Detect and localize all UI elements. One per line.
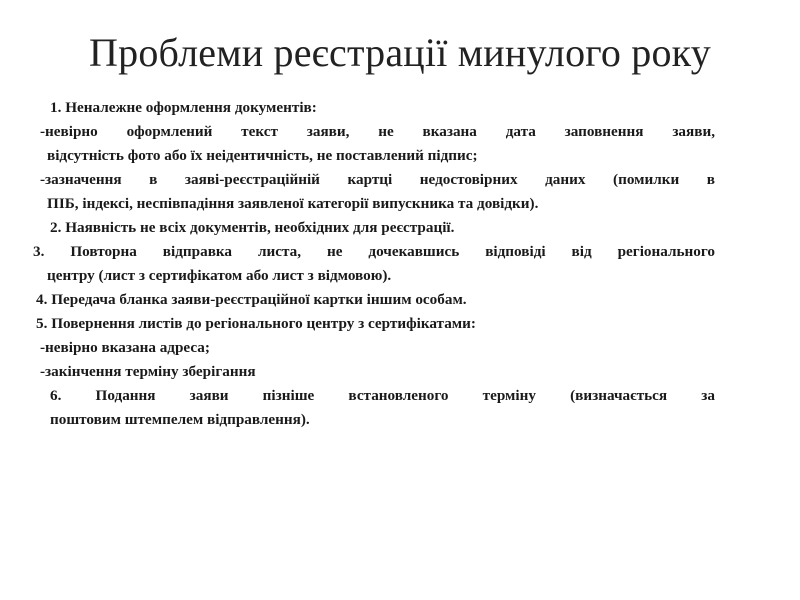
list-item-4: 4. Передача бланка заяви-реєстраційної картки іншим особам. [36,291,467,308]
list-item-1-bullet-2-cont: ПІБ, індексі, неспівпадіння заявленої категорії випускника та довідки). [47,195,539,212]
list-item-3: 3. Повторна відправка листа, не дочекавшись відповіді від регіонального [33,243,715,260]
list-item-3-cont: центру (лист з сертифікатом або лист з відмовою). [47,267,392,284]
list-item-1-bullet-1-cont: відсутність фото або їх неідентичність, не поставлений підпис; [47,147,478,164]
list-item-5: 5. Повернення листів до регіонального центру з сертифікатами: [36,315,476,332]
slide-title: Проблеми реєстрації минулого року [89,30,711,75]
list-item-6-cont: поштовим штемпелем відправлення). [50,411,310,428]
list-item-1-heading: 1. Неналежне оформлення документів: [50,99,317,116]
list-item-1-bullet-1: -невірно оформлений текст заяви, не вказана дата заповнення заяви, [40,123,715,140]
list-item-5-bullet-2: -закінчення терміну зберігання [40,363,256,380]
list-item-2: 2. Наявність не всіх документів, необхідних для реєстрації. [50,219,455,236]
list-item-5-bullet-1: -невірно вказана адреса; [40,339,210,356]
list-item-6: 6. Подання заяви пізніше встановленого терміну (визначається за [50,387,715,404]
list-item-1-bullet-2: -зазначення в заяві-реєстраційній картці недостовірних даних (помилки в [40,171,715,188]
